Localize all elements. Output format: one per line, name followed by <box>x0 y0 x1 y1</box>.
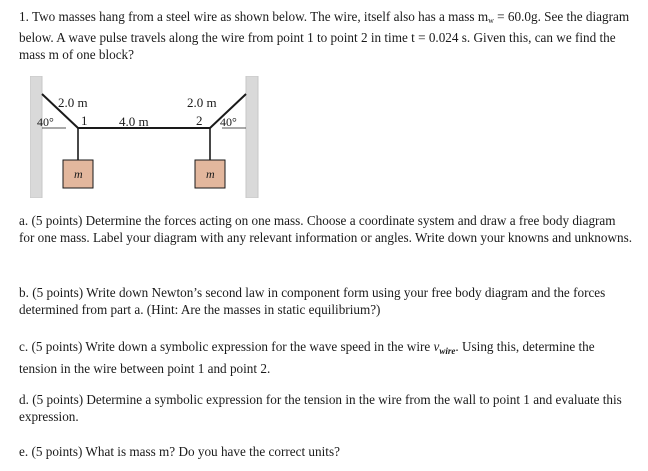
middle-length-label: 4.0 m <box>119 114 149 129</box>
question-a: a. (5 points) Determine the forces acting on one mass. Choose a coordinate system and draw a free body diagram for one mass. Label your diagram with any relevant information or angles. Write down your knowns and unknowns. <box>19 213 633 245</box>
question-d: d. (5 points) Determine a symbolic expression for the tension in the wire from the wall to point 1 and evaluate this expression. <box>19 392 622 424</box>
question-c-text: c. (5 points) Write down a symbolic expression for the wave speed in the wire <box>19 339 434 354</box>
right-wall <box>246 76 258 198</box>
problem-intro-text: 1. Two masses hang from a steel wire as shown below. The wire, itself also has a mass m <box>19 9 489 24</box>
left-angle-label: 40° <box>37 115 54 129</box>
wave-speed-subscript: wire <box>439 346 456 356</box>
problem-intro-continuation: = 60.0g. See the diagram below. A wave pulse travels along the wire from point 1 to point 2 in time t = 0.024 s. Given this, can we find the mass m of one block? <box>19 9 630 62</box>
hanging-masses-diagram <box>30 76 260 198</box>
wave-speed-variable: v <box>433 339 440 354</box>
mass-subscript: w <box>488 16 494 25</box>
left-mass-label: m <box>74 167 83 181</box>
point-2-label: 2 <box>196 113 203 128</box>
left-length-label: 2.0 m <box>58 95 88 110</box>
right-mass-label: m <box>206 167 215 181</box>
right-length-label: 2.0 m <box>187 95 217 110</box>
question-b: b. (5 points) Write down Newton’s second law in component form using your free body diagram and the forces determined from part a. (Hint: Are the masses in static equilibrium?) <box>19 285 606 317</box>
point-1-label: 1 <box>81 113 88 128</box>
left-wall <box>30 76 42 198</box>
problem-statement <box>19 8 634 63</box>
question-c <box>19 338 634 377</box>
question-e: e. (5 points) What is mass m? Do you have the correct units? <box>19 444 340 459</box>
question-c-continuation: . Using this, determine the tension in the wire between point 1 and point 2. <box>19 339 595 376</box>
right-angle-label: 40° <box>220 115 237 129</box>
